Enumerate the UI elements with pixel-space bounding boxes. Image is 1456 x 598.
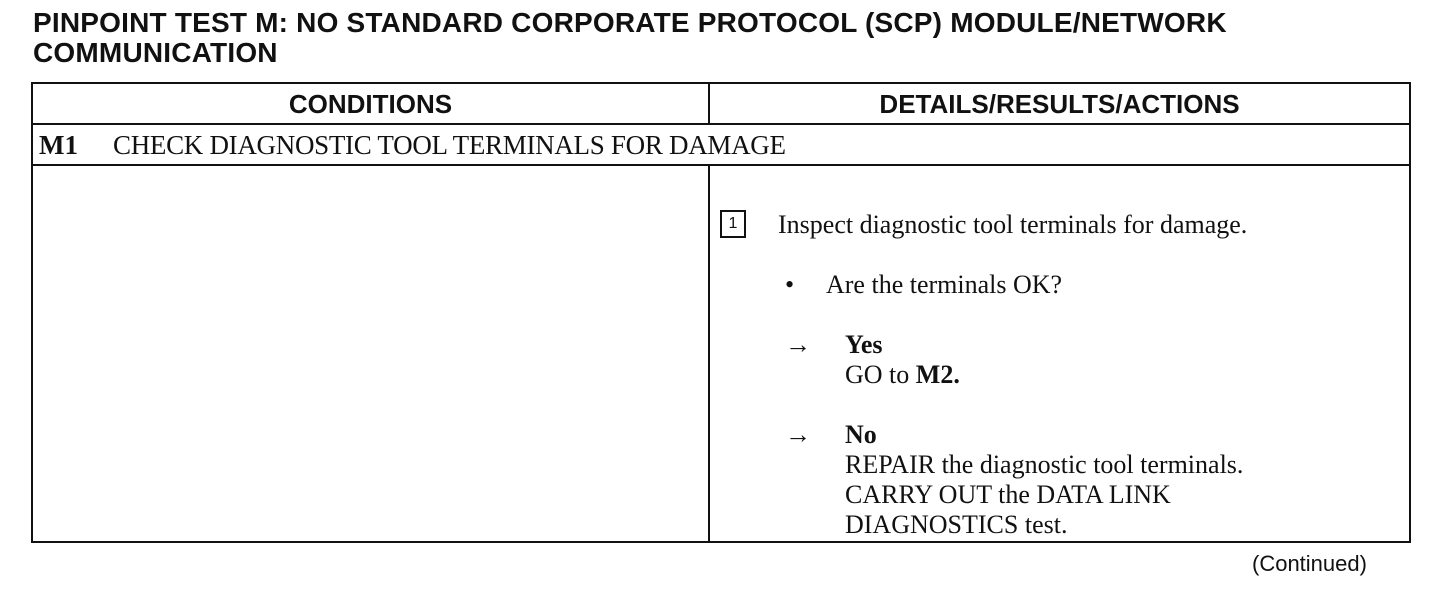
yes-action-target: M2 [915,360,954,389]
pinpoint-test-table [31,82,1411,543]
yes-arrow-icon: → [785,330,811,359]
page-title-line-1: PINPOINT TEST M: NO STANDARD CORPORATE PROTOCOL (SCP) MODULE/NETWORK [33,7,1227,38]
no-action-line-1: REPAIR the diagnostic tool terminals. [845,450,1244,479]
conditions-header: CONDITIONS [33,84,710,125]
column-divider [708,166,710,541]
instruction-text: Inspect diagnostic tool terminals for damage. [778,210,1248,239]
yes-label: Yes [845,330,883,359]
bullet-icon: • [785,270,795,299]
no-action-line-2: CARRY OUT the DATA LINK [845,480,1171,509]
conditions-cell [33,166,708,541]
step-id: M1 [39,130,78,160]
yes-action-suffix: . [953,360,960,389]
no-action-line-3: DIAGNOSTICS test. [845,510,1068,539]
details-results-actions-header: DETAILS/RESULTS/ACTIONS [710,84,1409,125]
continued-note: (Continued) [1252,551,1367,576]
step-row [33,125,1409,166]
page-title [33,8,1413,68]
no-label: No [845,420,877,449]
yes-action [845,360,960,390]
step-title: CHECK DIAGNOSTIC TOOL TERMINALS FOR DAMAGE [113,130,786,160]
step-number-box: 1 [720,210,746,238]
question-text: Are the terminals OK? [826,270,1063,299]
yes-action-prefix: GO to [845,360,916,389]
page-title-line-2: COMMUNICATION [33,37,278,68]
no-arrow-icon: → [785,420,811,449]
